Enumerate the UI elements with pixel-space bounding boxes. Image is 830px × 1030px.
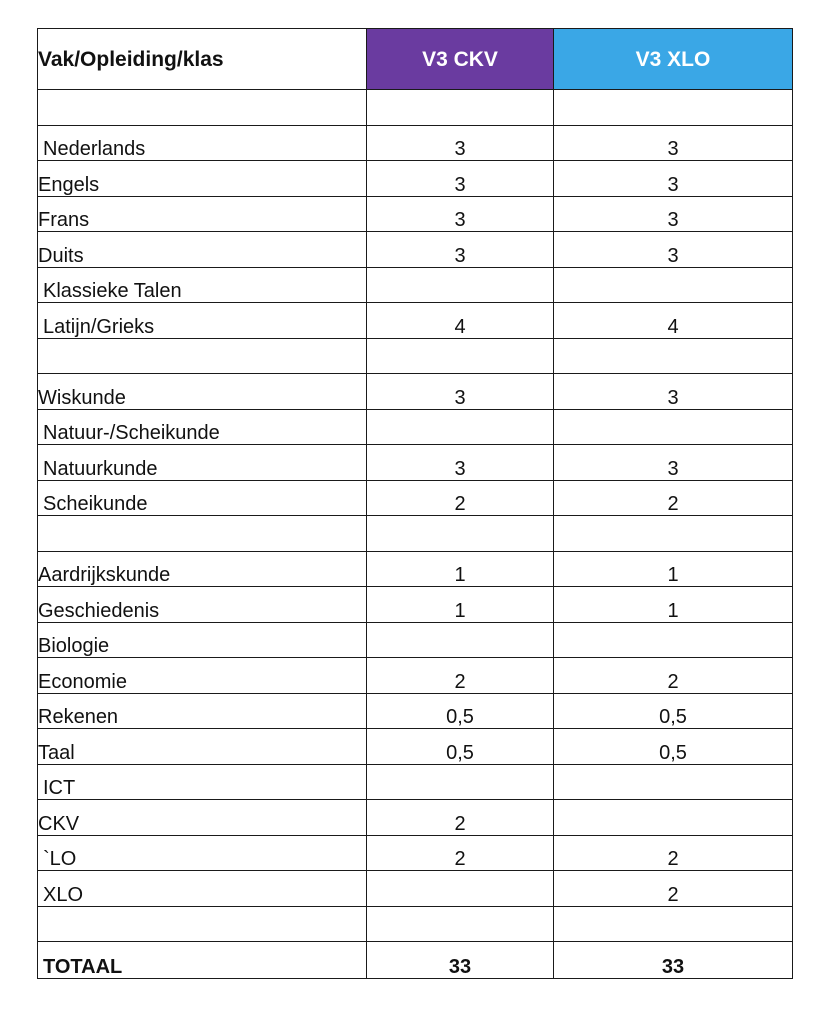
subject-cell: Rekenen: [38, 693, 367, 729]
xlo-hours-cell: 0,5: [554, 693, 793, 729]
subject-cell: XLO: [38, 871, 367, 907]
ckv-hours-cell: [367, 516, 554, 552]
table-row: [38, 232, 793, 268]
table-row: [38, 90, 793, 126]
subject-cell: [38, 338, 367, 374]
table-row: [38, 871, 793, 907]
xlo-hours-cell: 3: [554, 196, 793, 232]
subject-cell: Biologie: [38, 622, 367, 658]
table-body: [38, 90, 793, 979]
subject-cell: Wiskunde: [38, 374, 367, 410]
table-row: [38, 729, 793, 765]
table-row: [38, 374, 793, 410]
xlo-hours-cell: 2: [554, 835, 793, 871]
subject-cell: Duits: [38, 232, 367, 268]
ckv-hours-cell: [367, 267, 554, 303]
subject-cell: Klassieke Talen: [38, 267, 367, 303]
xlo-hours-cell: [554, 800, 793, 836]
ckv-hours-cell: 0,5: [367, 693, 554, 729]
table-row: [38, 338, 793, 374]
ckv-hours-cell: [367, 90, 554, 126]
ckv-hours-cell: 2: [367, 658, 554, 694]
table-row: [38, 551, 793, 587]
subject-cell: Frans: [38, 196, 367, 232]
subject-cell: Natuurkunde: [38, 445, 367, 481]
ckv-hours-cell: 1: [367, 587, 554, 623]
ckv-hours-cell: 3: [367, 196, 554, 232]
subject-cell: Aardrijkskunde: [38, 551, 367, 587]
header-subject: Vak/Opleiding/klas: [38, 29, 367, 90]
ckv-hours-cell: 3: [367, 445, 554, 481]
subject-cell: Geschiedenis: [38, 587, 367, 623]
total-label: TOTAAL: [38, 942, 367, 979]
subject-cell: [38, 906, 367, 942]
xlo-hours-cell: 4: [554, 303, 793, 339]
table-row: [38, 587, 793, 623]
hours-table: [37, 28, 793, 979]
xlo-hours-cell: 0,5: [554, 729, 793, 765]
xlo-hours-cell: [554, 622, 793, 658]
ckv-hours-cell: 4: [367, 303, 554, 339]
subject-cell: Latijn/Grieks: [38, 303, 367, 339]
xlo-hours-cell: 3: [554, 125, 793, 161]
subject-cell: CKV: [38, 800, 367, 836]
ckv-hours-cell: 3: [367, 161, 554, 197]
ckv-hours-cell: 0,5: [367, 729, 554, 765]
ckv-hours-cell: [367, 906, 554, 942]
table-row: [38, 764, 793, 800]
ckv-hours-cell: 3: [367, 232, 554, 268]
total-row: [38, 942, 793, 979]
table-row: [38, 516, 793, 552]
xlo-hours-cell: 3: [554, 161, 793, 197]
subject-cell: [38, 90, 367, 126]
xlo-hours-cell: 3: [554, 374, 793, 410]
table-row: [38, 267, 793, 303]
total-xlo: 33: [554, 942, 793, 979]
ckv-hours-cell: [367, 409, 554, 445]
header-v3-xlo: V3 XLO: [554, 29, 793, 90]
xlo-hours-cell: [554, 764, 793, 800]
ckv-hours-cell: [367, 622, 554, 658]
subject-cell: Taal: [38, 729, 367, 765]
xlo-hours-cell: [554, 90, 793, 126]
table-row: [38, 800, 793, 836]
table-row: [38, 480, 793, 516]
total-ckv: 33: [367, 942, 554, 979]
table-row: [38, 303, 793, 339]
table-row: [38, 693, 793, 729]
ckv-hours-cell: [367, 871, 554, 907]
ckv-hours-cell: 3: [367, 374, 554, 410]
xlo-hours-cell: 2: [554, 480, 793, 516]
table-row: [38, 658, 793, 694]
ckv-hours-cell: 2: [367, 800, 554, 836]
header-v3-ckv: V3 CKV: [367, 29, 554, 90]
xlo-hours-cell: 2: [554, 871, 793, 907]
xlo-hours-cell: 3: [554, 232, 793, 268]
table-row: [38, 161, 793, 197]
table-row: [38, 409, 793, 445]
ckv-hours-cell: [367, 338, 554, 374]
ckv-hours-cell: 1: [367, 551, 554, 587]
ckv-hours-cell: 3: [367, 125, 554, 161]
xlo-hours-cell: [554, 267, 793, 303]
subject-cell: Engels: [38, 161, 367, 197]
xlo-hours-cell: 1: [554, 551, 793, 587]
table-row: [38, 906, 793, 942]
subject-cell: Economie: [38, 658, 367, 694]
header-row: [38, 29, 793, 90]
subject-cell: [38, 516, 367, 552]
subject-cell: `LO: [38, 835, 367, 871]
xlo-hours-cell: [554, 338, 793, 374]
xlo-hours-cell: [554, 516, 793, 552]
xlo-hours-cell: [554, 906, 793, 942]
table-row: [38, 835, 793, 871]
xlo-hours-cell: 1: [554, 587, 793, 623]
xlo-hours-cell: [554, 409, 793, 445]
table-row: [38, 125, 793, 161]
subject-cell: Natuur-/Scheikunde: [38, 409, 367, 445]
subject-cell: Nederlands: [38, 125, 367, 161]
xlo-hours-cell: 2: [554, 658, 793, 694]
table-row: [38, 622, 793, 658]
ckv-hours-cell: [367, 764, 554, 800]
subject-cell: ICT: [38, 764, 367, 800]
subject-cell: Scheikunde: [38, 480, 367, 516]
table-row: [38, 445, 793, 481]
ckv-hours-cell: 2: [367, 835, 554, 871]
xlo-hours-cell: 3: [554, 445, 793, 481]
ckv-hours-cell: 2: [367, 480, 554, 516]
table-row: [38, 196, 793, 232]
